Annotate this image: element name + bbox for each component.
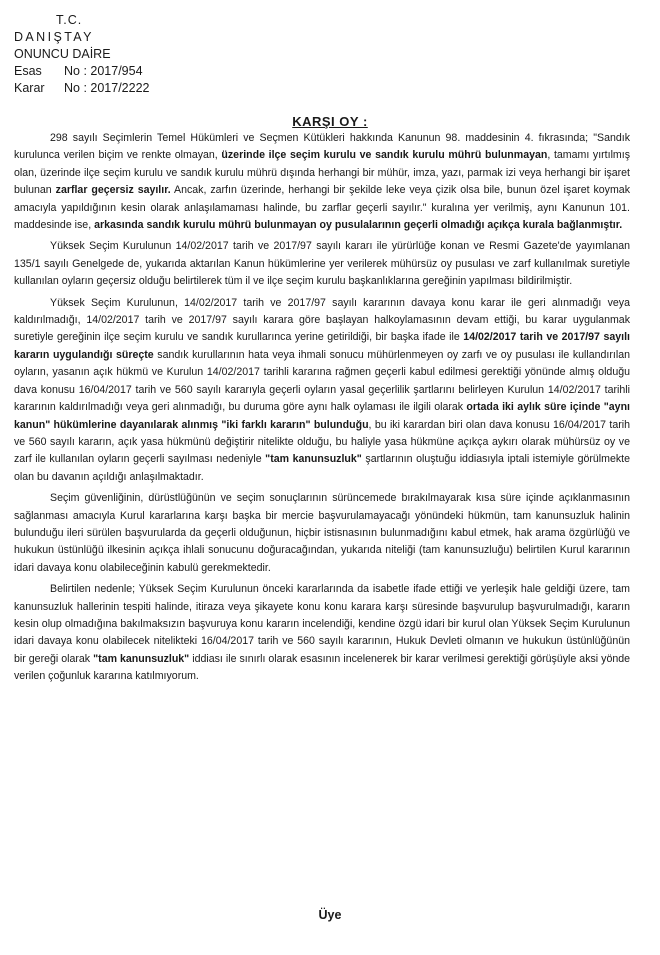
signer-label: Üye xyxy=(318,908,342,922)
body-paragraph xyxy=(14,581,630,685)
bold-text-segment: üzerinde ilçe seçim kurulu ve sandık kurulu mührü bulunmayan xyxy=(221,149,548,162)
body-paragraph xyxy=(14,238,630,290)
karar-row xyxy=(14,80,150,97)
bold-text-segment: zarflar geçersiz sayılır. xyxy=(55,184,171,197)
bold-text-segment: 14/02/2017 tarih ve 2017/97 sayılı kararın uygulandığı süreçte xyxy=(14,331,630,361)
text-segment: şartlarının oluştuğu iddiasıyla iptali istemiyle görülmekte olan bu davanın açıldığı anlaşılmaktadır. xyxy=(14,453,631,483)
body-paragraph xyxy=(14,130,630,234)
esas-label: Esas xyxy=(14,64,42,78)
tc-label: T.C. xyxy=(56,13,83,27)
karar-label: Karar xyxy=(14,81,45,95)
esas-row xyxy=(14,63,150,80)
text-segment: iddiası ile sınırlı olarak esasının incelenerek bir karar verilmesi gerektiği görüşüyle aksi yönde verilen çoğunluk kararına katılmıyorum. xyxy=(14,652,631,683)
dissent-title: KARŞI OY : xyxy=(292,114,368,129)
text-segment: Belirtilen nedenle; Yüksek Seçim Kurulunun önceki kararlarında da isabetle ifade ettiği ve yerleşik hale geldiği üzere, tam kanunsuzluk hallerinin tespiti halinde, itiraza veya şikayete konu konu karara karşı süresinde başvurulup başvurulmadığı, kararın kesin olup olmadığına bakılmaksızın başvuruya konu kararın incelendiği, kendine özgü idari bir kurul olan Yüksek Seçim Kurulunun idari davaya konu olabilecek nitelikteki 16/04/2017 tarih ve 560 sayılı kararının, Hukuk Devleti olmanın ve hukukun üstünlüğünün bir gereği olarak xyxy=(14,583,630,665)
body-paragraph xyxy=(14,490,630,577)
bold-text-segment: "tam kanunsuzluk" xyxy=(265,453,362,466)
text-segment: Yüksek Seçim Kurulunun, 14/02/2017 tarih ve 2017/97 sayılı kararının davaya konu karar ile geri alınmadığı veya kaldırılmadığı, 14/02/2017 tarih ve 2017/97 sayılı karara göre başlayan halkoylamasının devam ettiği, bu karar uygulanmak suretiyle gereğinin ilçe seçim kurulu ve sandık kurullarınca yerine getirildiği, bir başka ifade ile xyxy=(14,296,630,344)
text-segment: sandık kurullarının hata veya ihmali sonucu mühürlenmeyen oy zarfı ve oy pusulası ile kullandırılan oyların, yasanın açık hükmü ve Kurulun 14/02/2017 tarihli kararına rağmen geçerli kabul edilmesi gerektiği yönünde almış olduğu dava konusu 16/04/2017 tarih ve 560 sayılı kararıyla geçerli oyların yasal geçerlilik şartlarını belirleyen Kurulun 14/02/2017 tarihli kararının kaldırılmadığı veya geri alınmadığı, bu duruma göre aynı halk oylaması ile ilgili olarak xyxy=(14,348,630,414)
body-paragraph xyxy=(14,295,630,486)
chamber-name: ONUNCU DAİRE xyxy=(14,47,111,61)
bold-text-segment: ortada iki aylık süre içinde "aynı kanun" hükümlerine dayanılarak alınmış "iki farklı kararın" bulunduğu xyxy=(14,401,630,431)
bold-text-segment: arkasında sandık kurulu mührü bulunmayan oy pusulalarının geçerli olmadığı açıkça kurala bağlanmıştır. xyxy=(94,219,623,232)
text-segment: , bu iki karardan biri olan dava konusu 16/04/2017 tarih ve 560 sayılı kararın, açık yasa hükmünü değiştirir nitelikte olduğu, bu haliyle yasa hükmüne açıkça aykırı olarak mühürsüz oy ve zarf ile kullanılan oyların geçerli sayılması nedeniyle xyxy=(14,418,631,466)
document-header xyxy=(14,12,150,97)
dissent-body xyxy=(14,130,630,690)
text-segment: , tamamı yırtılmış olan, üzerinde ilçe seçim kurulu ve sandık kurulu mührü dışında herhangi bir mühür, imza, yazı, parmak izi veya herhangi bir işaret bulunan xyxy=(14,149,630,197)
text-segment: Yüksek Seçim Kurulunun 14/02/2017 tarih ve 2017/97 sayılı kararı ile yürürlüğe konan ve Resmi Gazete'de yayımlanan 135/1 sayılı Genelgede de, yukarıda aktarılan Kanun hükümlerine yer verilerek mühürsüz oy pusulası ve zarf kullanılmak suretiyle kullanılan oyların geçersiz olduğu belirtilerek tüm il ve ilçe seçim kurulu başkanlıklarına gereğinin yapılması bildirilmiştir. xyxy=(14,240,630,288)
text-segment: Ancak, zarfın üzerinde, herhangi bir şekilde leke veya çizik olsa bile, bunun özel işaret koymak amacıyla yapıldığının kesin olarak anlaşılamaması halinde, bu zarflar geçerli sayılır." kuralına yer verilmiş, aynı Kanunun 101. maddesinde ise, xyxy=(14,184,630,232)
text-segment: 298 sayılı Seçimlerin Temel Hükümleri ve Seçmen Kütükleri hakkında Kanunun 98. maddesinin 4. fıkrasında; "Sandık kurulunca verilen biçim ve renkte olmayan, xyxy=(14,132,630,162)
court-name: DANIŞTAY xyxy=(14,30,94,44)
karar-number: No : 2017/2222 xyxy=(64,81,150,95)
bold-text-segment: "tam kanunsuzluk" xyxy=(93,652,190,665)
esas-number: No : 2017/954 xyxy=(64,64,143,78)
text-segment: Seçim güvenliğinin, dürüstlüğünün ve seçim sonuçlarının sürüncemede bırakılmayarak kısa süre içinde açıklanmasının sağlanması amacıyla Kurul kararlarına karşı başka bir mercie başvurulamayacağı yönündeki hükmün, tam kanunsuzluk halinin bulunduğu ileri sürülen başvurularda da geçerli olduğunun, hiçbir istisnasının bulunmadığını kabul etmek, hak arama özgürlüğü ve hukukun üstünlüğü ilkesinin açıkça ihlali sonucunu doğuracağından, yukarıda niteliği (tam kanunsuzluğu) belirtilen Kurul kararının idari davaya konu olabileceğinin kabulü gerekmektedir. xyxy=(14,492,630,574)
